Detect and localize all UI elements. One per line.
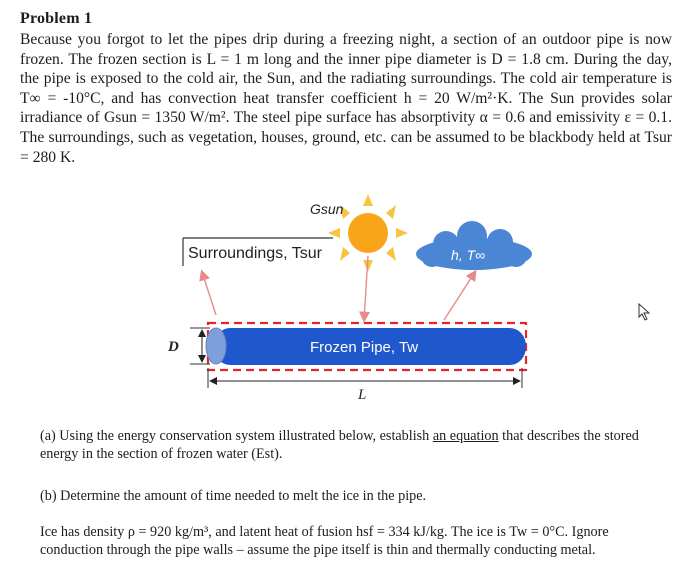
length-label: L — [358, 387, 367, 403]
convection-arrow — [444, 272, 475, 320]
question-a-link[interactable]: an equation — [432, 428, 499, 444]
question-a — [40, 428, 680, 463]
solar-irradiance-label: Gsun — [310, 201, 344, 217]
problem-title: Problem 1 — [20, 10, 93, 27]
given-properties — [40, 524, 660, 559]
energy-balance-diagram — [150, 192, 550, 412]
question-b — [40, 488, 680, 506]
problem-intro-text: Because you forgot to let the pipes drip during a freezing night, a section of an outdoor pipe is now frozen. The frozen section is L = 1 m long and the inner pipe diameter is D = 1.8 cm. During the day, the pipe is exposed to the cold air, the Sun, and the radiating surroundings. The cold air temperature is T∞ = -10°C, and has convection heat transfer coefficient h = 20 W/m²·K. The Sun provides solar irradiance of Gsun = 1350 W/m². The steel pipe surface has absorptivity α = 0.6 and emissivity ε = 0.1. The surroundings, such as vegetation, houses, ground, etc. can be assumed to be blackbody held at Tsur = 280 K. — [20, 31, 672, 166]
mouse-pointer-icon — [638, 303, 652, 321]
question-a-prefix: (a) Using the energy conservation system illustrated below, establish — [40, 428, 433, 444]
question-a-suffix: that describes the stored energy in the section of frozen water (Est). — [40, 428, 639, 462]
diameter-label: D — [168, 339, 179, 355]
question-b-text: (b) Determine the amount of time needed to melt the ice in the pipe. — [40, 488, 427, 504]
given-properties-text: Ice has density ρ = 920 kg/m³, and latent heat of fusion hsf = 334 kJ/kg. The ice is Tw = 0°C. Ignore conduction through the pipe walls – assume the pipe itself is thin and thermally conducting metal. — [40, 524, 609, 558]
surroundings-label: Surroundings, Tsur — [188, 245, 322, 262]
problem-statement — [20, 30, 672, 167]
pipe-label: Frozen Pipe, Tw — [310, 339, 419, 356]
surroundings-radiation-arrow — [202, 272, 216, 315]
convection-label: h, T∞ — [451, 247, 486, 263]
